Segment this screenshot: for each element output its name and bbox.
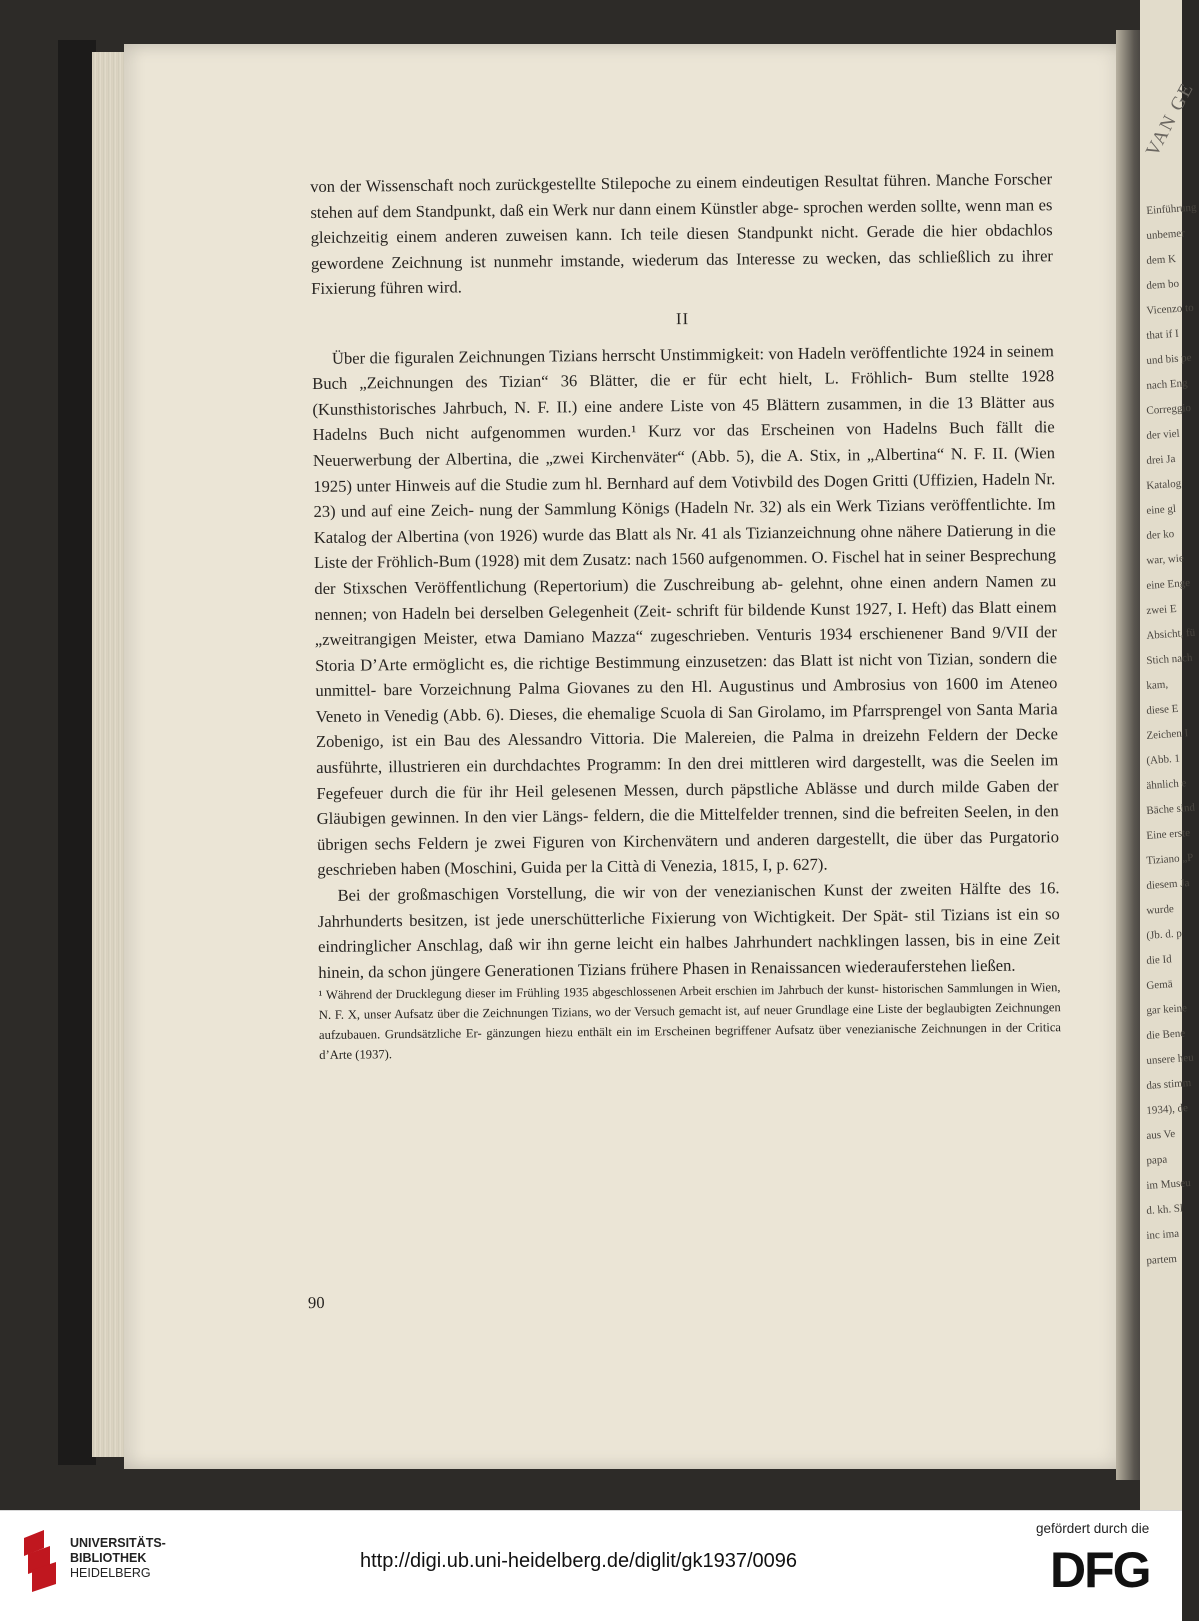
library-line: UNIVERSITÄTS- <box>70 1536 166 1550</box>
next-page-text-fragment: (Jb. d. p <box>1146 927 1183 942</box>
next-page-text-fragment: dem K <box>1146 252 1177 267</box>
next-page-text-fragment: (Abb. 1 <box>1146 752 1181 767</box>
next-page-text-fragment: Vicenzo to <box>1146 301 1195 317</box>
next-page-text-fragment: drei Ja <box>1146 452 1176 467</box>
next-page-text-fragment: Einführung <box>1146 201 1197 217</box>
next-page-text-fragment: papa <box>1146 1153 1168 1167</box>
next-page-text-fragment: ähnlich e <box>1146 777 1187 792</box>
text-line: in die Liste der Fröhlich-Bum (1928) mit dem Zusatz: nach 1560 aufgenommen. O. Fischel <box>313 519 1056 573</box>
next-page-text-fragment: Tiziano „P <box>1146 851 1194 867</box>
next-page-text-fragment: dem bo <box>1146 277 1180 292</box>
text-line: zusammen, in die 13 Blätter aus Hadelns Buch nicht aufgenommen wurden.¹ Kurz vor das <box>312 391 1055 445</box>
text-line: Mazza“ zugeschrieben. Venturis 1934 erschienener Band 9/VII der Storia D’Arte ermöglicht <box>315 622 1057 675</box>
text-line: es, die richtige Bestimmung einzusetzen: das Blatt ist nicht von Tizian, sondern die unmittel- <box>315 647 1058 701</box>
permalink-url[interactable]: http://digi.ub.uni-heidelberg.de/diglit/gk1937/0096 <box>360 1550 797 1572</box>
next-page-text-fragment: der viel <box>1146 427 1181 442</box>
next-page-text-fragment: kam, <box>1146 678 1169 692</box>
text-line: nachklingen lassen, bis in eine Zeit hinein, da schon jüngere Generationen Tizians frühere Phasen <box>318 929 1061 982</box>
next-page-text-fragment: Stich nach <box>1146 651 1193 667</box>
library-line: BIBLIOTHEK <box>70 1551 147 1565</box>
page-number: 90 <box>307 1292 325 1313</box>
text-line: feldern, die die Mittelfelder trennen, sind die befreiten Seelen, in den übrigen sechs Feldern je <box>316 801 1059 854</box>
next-page-text-fragment: Katalog <box>1146 477 1182 492</box>
text-line: des 16. Jahrhunderts besitzen, ist jede unerschütterliche Fixierung von Wichtigkeit. Der Spät- <box>317 878 1060 931</box>
text-line: von der Wissenschaft noch zurückgestellte Stilepoche zu einem eindeutigen Resultat führen. <box>310 170 931 196</box>
section-heading: II <box>675 309 690 329</box>
text-line: ¹ Während der Drucklegung dieser im Frühling 1935 abgeschlossenen Arbeit erschien im Jahrbuch der kunst- <box>318 982 879 1003</box>
next-page-text-fragment: Correggio <box>1146 401 1192 417</box>
paragraph-2 <box>317 875 1060 985</box>
text-line: hl. Bernhard auf dem Votivbild des Dogen Gritti (Uffizien, Hadeln Nr. 23) und auf eine Zeich- <box>313 468 1056 522</box>
dfg-logo-text: DFG <box>1050 1542 1150 1598</box>
text-line: wiederum das Interesse zu wecken, das schließlich zu ihrer Fixierung führen wird. <box>311 246 1053 299</box>
text-line: dreizehn Feldern der Decke ausführte, illustrieren ein durchdachtes Programm: In den drei <box>316 724 1059 778</box>
text-line: Bum stellte 1928 (Kunsthistorisches Jahrbuch, N. F. II.) eine andere Liste von 45 Blättern <box>312 366 1055 419</box>
text-line: zwei Figuren von Kirchenvätern und anderen dargestellt, die über das Purgatorio geschrieben <box>317 827 1060 880</box>
next-page-text-fragment: diesem Ja <box>1146 876 1190 892</box>
next-page-text-fragment: unbemer <box>1146 227 1186 242</box>
next-page-running-head: VAN GE <box>1142 78 1199 160</box>
text-line: gelehnt, ohne einen andern Namen zu nennen; von Hadeln bei derselben Gelegenheit (Zeit- <box>314 571 1057 624</box>
text-line: nung der Sammlung Königs (Hadeln Nr. 32) als ein Werk Tizians veröffentlichte. Im Katalog <box>313 494 1056 547</box>
book-spine <box>58 40 96 1465</box>
next-page-text-fragment: 1934), de <box>1146 1102 1189 1117</box>
next-page-text-fragment: Zeichen I <box>1146 727 1189 742</box>
next-page-text-fragment: d. kh. Sl <box>1146 1202 1184 1217</box>
funding-caption: gefördert durch die <box>1036 1521 1150 1536</box>
intro-paragraph <box>310 166 1053 302</box>
text-line: diesen Standpunkt nicht. Gerade die hier obdachlos gewordene Zeichnung ist nunmehr imstande, <box>310 220 1053 273</box>
text-line: stil Tizians ist ein so eindringlicher Anschlag, daß wir ihn gerne leicht ein halbes Jahrhundert <box>317 903 1060 957</box>
text-line: der Albertina (von 1926) wurde das Blatt als Nr. 41 als Tizianzeichnung ohne nähere Datierung <box>371 520 1014 547</box>
next-page-text-fragment: Absicht, fü <box>1146 626 1196 642</box>
next-page-text-fragment: der ko <box>1146 528 1175 542</box>
next-page-text-fragment: that if I <box>1146 327 1180 342</box>
next-page-text-fragment: das stimm <box>1146 1076 1192 1092</box>
next-page-text-fragment: die Bene <box>1146 1027 1186 1042</box>
next-page-text-fragment: nach Eng <box>1146 377 1188 392</box>
paragraph-1 <box>312 338 1060 883</box>
library-name <box>70 1536 166 1581</box>
text-line: 1924 in seinem Buch „Zeichnungen des Tizian“ 36 Blätter, die er für echt hielt, L. Fröhlich- <box>312 340 1054 394</box>
text-line: in Renaissancen wiederauferstehen ließen. <box>733 955 1016 978</box>
next-page-text-fragment: und bis pe <box>1146 351 1192 367</box>
page-edges <box>92 52 128 1457</box>
text-line: sprochen werden sollte, wenn man es gleichzeitig einem anderen zuweisen kann. Ich teile <box>310 194 1053 248</box>
library-line: HEIDELBERG <box>70 1566 151 1580</box>
text-line: mittleren wird dargestellt, was die Seelen im Fegefeuer durch die für ihr Heil gelesenen Messen, <box>316 750 1059 803</box>
next-page-text-fragment: unsere heu <box>1146 1051 1195 1067</box>
next-page-text-fragment: gar keine <box>1146 1002 1188 1017</box>
text-line: gemacht ist, auf neuer Grundlage eine Liste der beglaubigten Zeichnungen aufzubauen. Grundsätzliche Er- <box>318 1000 1061 1043</box>
next-page-text-fragment: Gemä <box>1146 978 1174 992</box>
next-page-text-fragment: Eine erste <box>1146 826 1191 842</box>
next-page-text-fragment: diese E <box>1146 702 1179 717</box>
text-line: gänzungen hiezu enthält ein im Erscheinen begriffener Aufsatz über venezianische Zeichnungen in der Critica <box>486 1020 1062 1041</box>
footnote <box>318 978 1061 1066</box>
text-line: bare Vorzeichnung Palma Giovanes zu den Hl. Augustinus und Ambrosius von 1600 im Ateneo <box>383 673 1058 700</box>
text-line: schrift für bildende Kunst 1927, I. Heft) das Blatt einem „zweitrangigen Meister, etwa Damiano <box>314 596 1057 650</box>
right-page-fragment <box>1140 0 1199 1510</box>
next-page-text-fragment: eine gl <box>1146 502 1177 517</box>
next-page-text-fragment: partem <box>1146 1252 1178 1267</box>
text-line: Bei der großmaschigen Vorstellung, die wir von der venezianischen Kunst der zweiten Hälfte <box>337 878 1002 905</box>
next-page-text-fragment: war, wie <box>1146 552 1185 567</box>
next-page-text-fragment: Bäche sind <box>1146 801 1196 817</box>
body-text <box>310 166 1061 1065</box>
text-line: hat in seiner Besprechung der Stixschen Veröffentlichung (Repertorium) die Zuschreibung ab- <box>314 545 1057 598</box>
next-page-text-fragment: eine Enge <box>1146 576 1191 592</box>
next-page-text-fragment: zwei E <box>1146 602 1177 617</box>
dfg-logo <box>1050 1542 1166 1598</box>
text-line: d’Arte (1937). <box>319 1047 393 1063</box>
text-line: historischen Sammlungen in Wien, N. F. X, unser Aufsatz über die Zeichnungen Tizians, wo der Versuch <box>318 980 1061 1023</box>
next-page-text-fragment: die Id <box>1146 953 1173 967</box>
university-library-logo <box>14 1528 66 1594</box>
text-line: Manche Forscher stehen auf dem Standpunkt, daß ein Werk nur dann einem Künstler abge- <box>310 169 1053 222</box>
next-page-text-fragment: aus Ve <box>1146 1127 1176 1142</box>
text-line: Erscheinen von Hadelns Buch fällt die Neuerwerbung der Albertina, die „zwei Kirchenväter“ <box>312 417 1055 470</box>
next-page-text-fragment: im Museu <box>1146 1176 1192 1192</box>
text-line: Über die figuralen Zeichnungen Tizians herrscht Unstimmigkeit: von Hadeln veröffentlichte <box>331 341 948 368</box>
next-page-text-fragment: inc ima <box>1146 1227 1180 1242</box>
text-line: (Abb. 5), die A. Stix, in „Albertina“ N. F. II. (Wien 1925) unter Hinweis auf die Studie zum <box>313 443 1056 496</box>
next-page-text-fragment: wurde <box>1146 903 1175 917</box>
text-line: Veneto in Venedig (Abb. 6). Dieses, die ehemalige Scuola di San Girolamo, im Pfarrsprengel <box>315 700 942 726</box>
text-line: durch päpstliche Ablässe und durch milde Gaben der Gläubigen gewinnen. In den vier Längs- <box>316 775 1059 829</box>
text-line: haben (Moschini, Guida per la Città di Venezia, 1815, I, p. 627). <box>400 855 828 879</box>
text-line: von Santa Maria Zobenigo, ist ein Bau des Alessandro Vittoria. Die Malereien, die Palma in <box>315 699 1058 752</box>
